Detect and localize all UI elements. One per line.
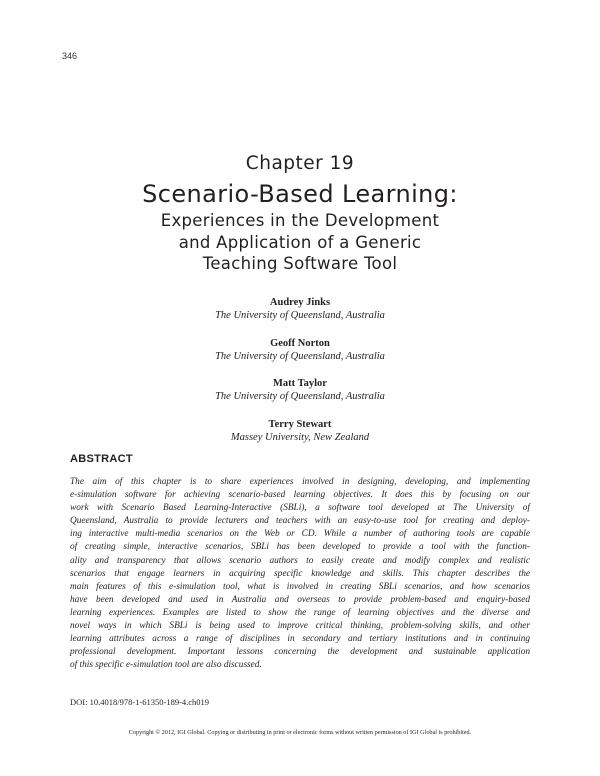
author-entry (0, 296, 600, 337)
abstract-line: Queensland, Australia to provide lecturers and teachers with an easy-to-use tool for creating and deploy- (70, 516, 530, 527)
subtitle-line: Experiences in the Development (160, 211, 440, 230)
author-list (0, 296, 600, 458)
author-entry (0, 337, 600, 378)
abstract-line: scenarios that engage learners in acquiring specific knowledge and skills. This chapter describes the (70, 568, 530, 579)
page-number: 346 (62, 51, 78, 61)
abstract-line: have been developed and used in Australia and overseas to provide problem-based and enquiry-based (70, 594, 530, 605)
author-affiliation: Massey University, New Zealand (230, 431, 370, 443)
author-name: Terry Stewart (268, 418, 332, 430)
abstract-line: of creating simple, interactive scenarios, SBLi has been developed to provide a tool with the function- (70, 542, 530, 553)
abstract-line: learning experiences. Examples are listed to show the range of learning objectives and the diverse and (70, 607, 530, 618)
abstract-line: e-simulation software for achieving scenario-based learning objectives. It does this by focusing on our (70, 490, 530, 501)
author-name: Matt Taylor (273, 378, 327, 389)
copyright-notice: Copyright © 2012, IGI Global. Copying or distributing in print or electronic forms without written permission of IGI Global is prohibited. (128, 729, 472, 736)
abstract-body (70, 476, 530, 672)
abstract-line: The aim of this chapter is to share experiences involved in designing, developing, and implementing (70, 477, 530, 487)
abstract-line: work with Scenario Based Learning-Interactive (SBLi), a software tool developed at The University of (70, 503, 530, 514)
abstract-line: learning attributes across a range of disciplines in secondary and tertiary institutions and in continuing (70, 634, 530, 645)
abstract-line: professional development. Important lessons concerning the development and sustainable application (70, 647, 530, 658)
author-entry (0, 377, 600, 418)
subtitle-line: Teaching Software Tool (202, 254, 398, 273)
chapter-label: Chapter 19 (245, 153, 355, 174)
abstract-line: main features of this e-simulation tool, what is involved in creating SBLi scenarios, and how scenarios (70, 581, 530, 592)
abstract-line: of this specific e-simulation tool are also discussed. (70, 660, 262, 671)
abstract-line: novel ways in which SBLi is being used to improve critical thinking, problem-solving skills, and other (70, 621, 530, 632)
author-affiliation: The University of Queensland, Australia (215, 310, 385, 321)
doi: DOI: 10.4018/978-1-61350-189-4.ch019 (70, 697, 210, 707)
abstract-heading: ABSTRACT (70, 453, 133, 465)
chapter-title: Scenario-Based Learning: (142, 180, 458, 208)
abstract-line: ality and transparency that allows scenario authors to easily create and modify complex and realistic (70, 555, 530, 566)
abstract-line: ing interactive multi-media scenarios on the Web or CD. While a number of authoring tools are capable (70, 529, 530, 540)
author-entry (0, 418, 600, 459)
author-affiliation: The University of Queensland, Australia (215, 350, 385, 362)
author-name: Geoff Norton (270, 337, 330, 349)
subtitle-line: and Application of a Generic (178, 232, 422, 252)
author-affiliation: The University of Queensland, Australia (215, 391, 385, 402)
chapter-subtitle (0, 210, 600, 275)
author-name: Audrey Jinks (269, 297, 331, 308)
